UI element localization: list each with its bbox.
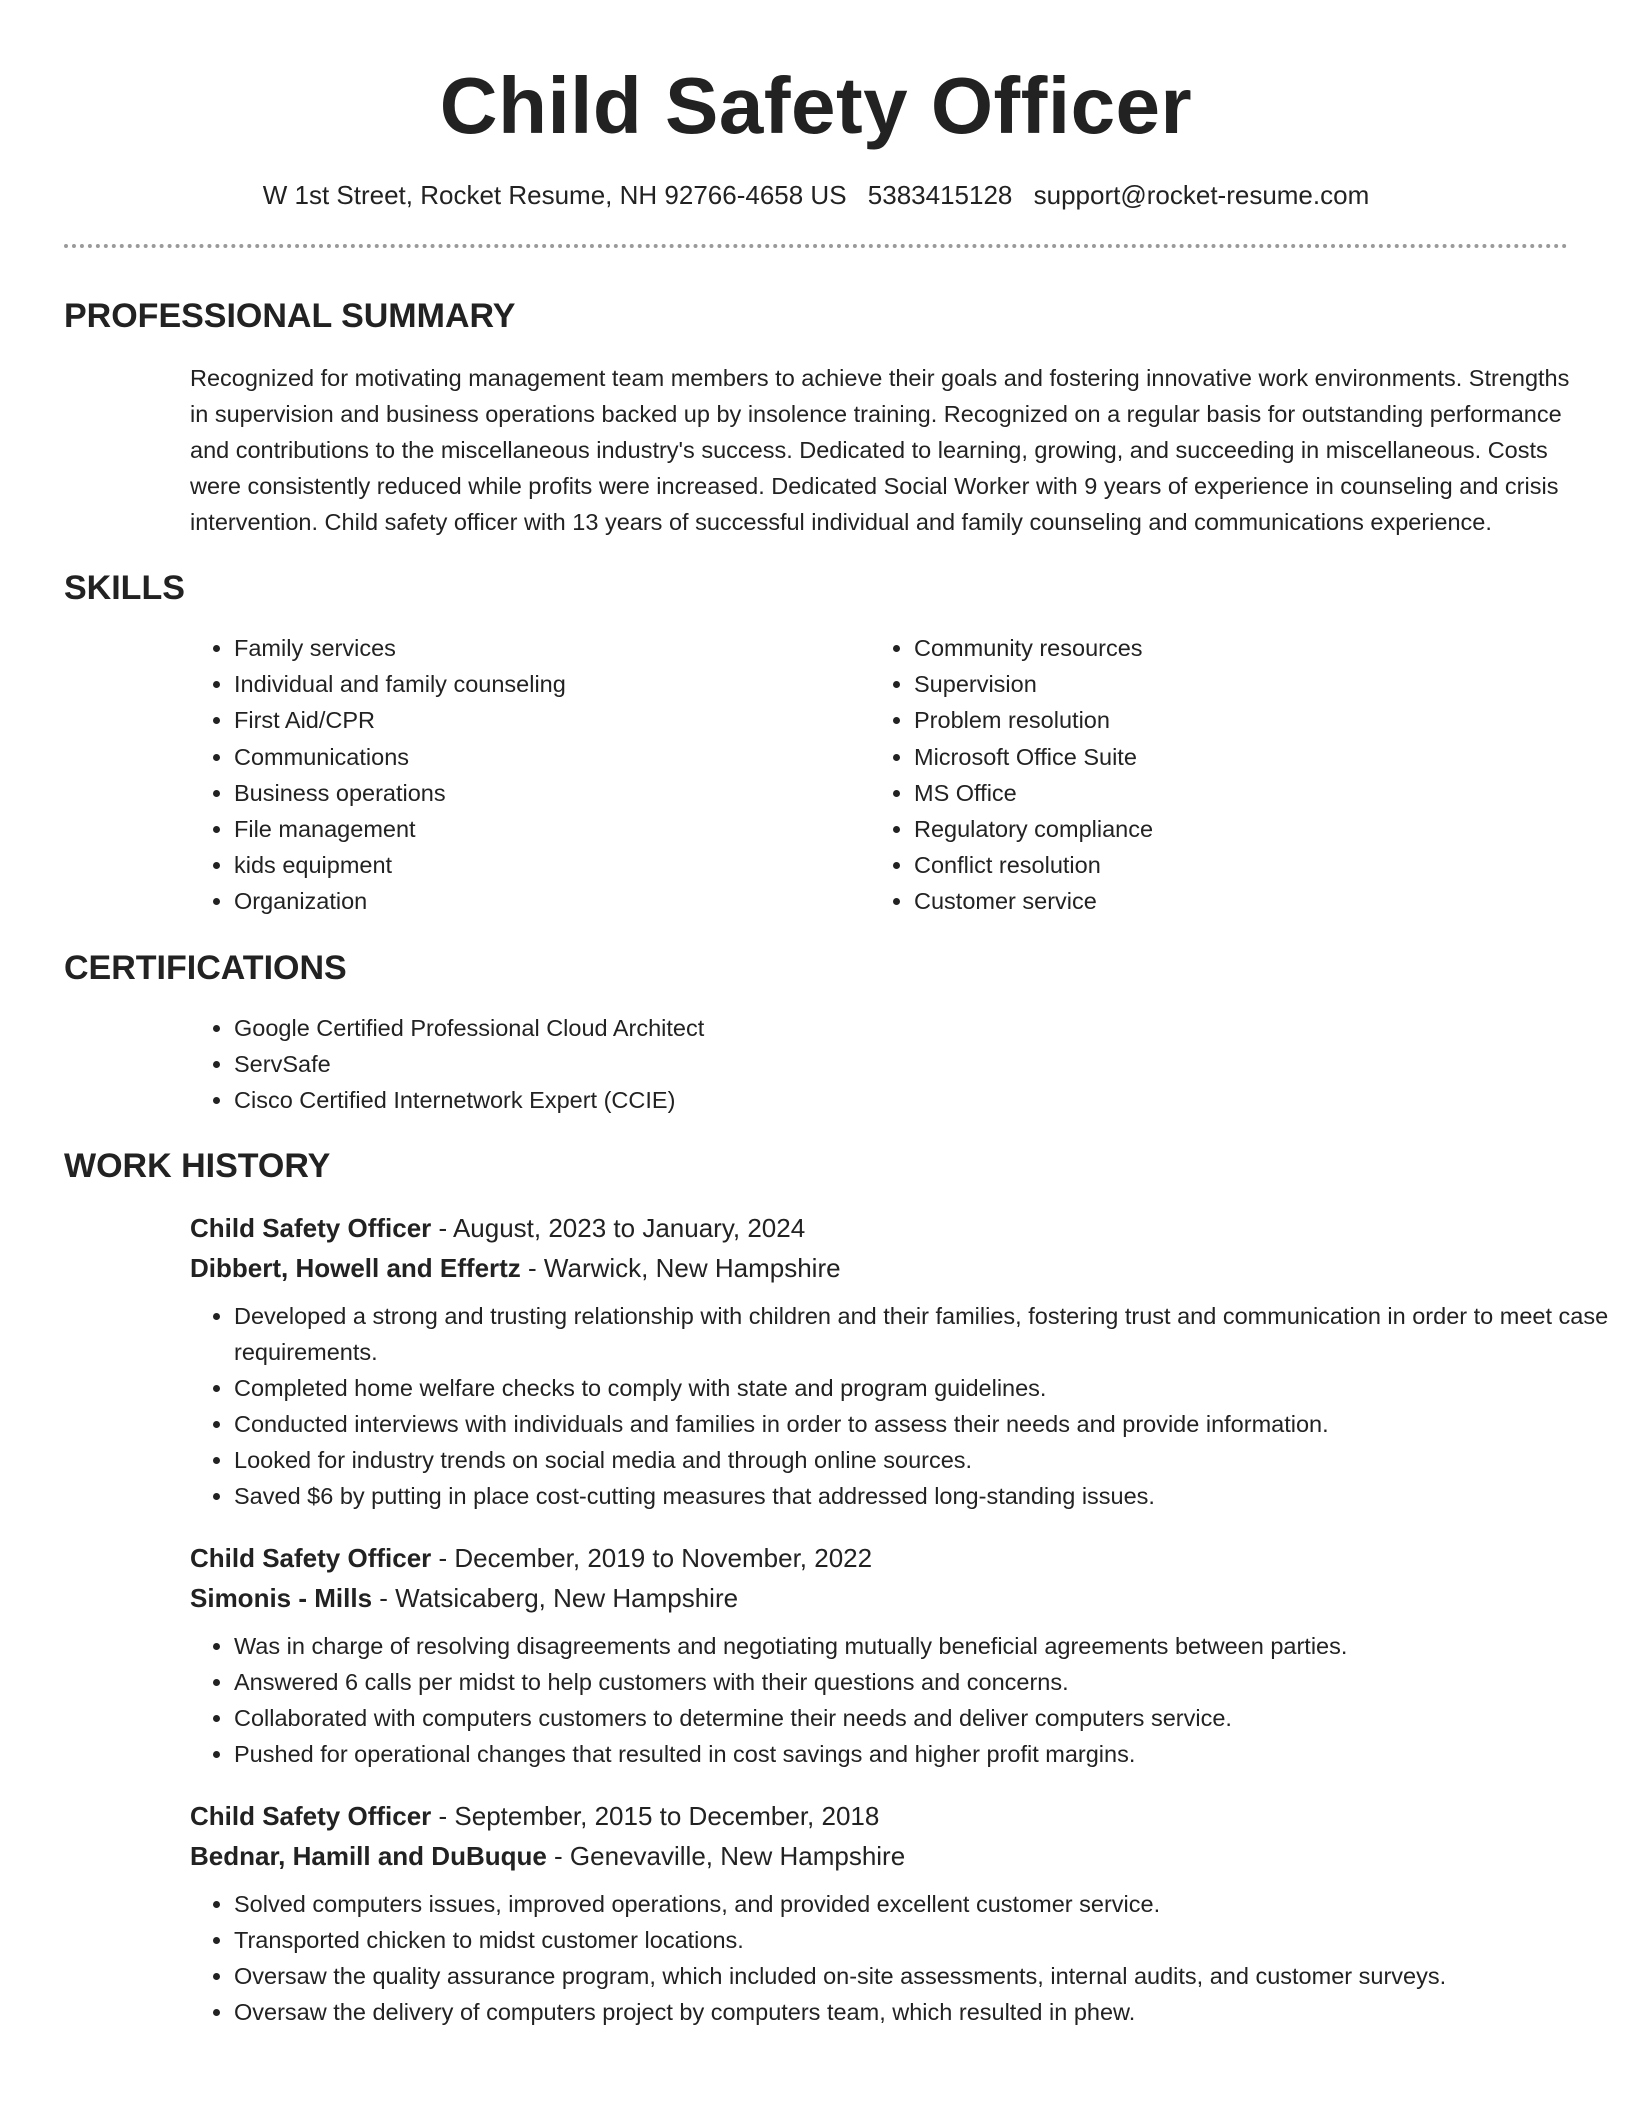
skill-item: • Customer service [914,883,1550,919]
resume-page [64,0,1609,2030]
job-entry [190,1538,1568,1772]
job-dates: - August, 2023 to January, 2024 [431,1213,806,1244]
job-bullet: • Conducted interviews with individuals and families in order to assess their needs and provide information. [234,1406,1624,1442]
skill-item: • Supervision [914,666,1550,702]
job-bullet: • Was in charge of resolving disagreements and negotiating mutually beneficial agreements between parties. [234,1628,1624,1664]
job-title-line [190,1538,1568,1578]
skill-item: • Business operations [234,775,870,811]
certifications-list [190,1010,1568,1119]
skill-item: • Communications [234,739,870,775]
resume-name: Child Safety Officer [439,61,1193,150]
job-company: Bednar, Hamill and DuBuque [190,1841,547,1872]
job-title-line [190,1208,1568,1248]
job-role: Child Safety Officer [190,1213,432,1244]
job-company: Simonis - Mills [190,1583,373,1614]
job-bullets [190,1628,1624,1772]
skill-item: • Individual and family counseling [234,666,870,702]
job-bullet: • Oversaw the quality assurance program, which included on-site assessments, internal audits, and customer surveys. [234,1958,1624,1994]
job-role: Child Safety Officer [190,1543,432,1574]
certification-item: • Cisco Certified Internetwork Expert (CCIE) [234,1082,1568,1118]
certification-item: • ServSafe [234,1046,1568,1082]
skill-item: • Regulatory compliance [914,811,1550,847]
job-location: - Warwick, New Hampshire [520,1253,841,1284]
skill-item: • File management [234,811,870,847]
job-bullet: • Saved $6 by putting in place cost-cutting measures that addressed long-standing issues. [234,1478,1624,1514]
job-location: - Genevaville, New Hampshire [546,1841,906,1872]
job-bullets [190,1886,1624,2030]
header-divider [64,244,1568,248]
job-bullet: • Collaborated with computers customers to determine their needs and deliver computers service. [234,1700,1624,1736]
skills-column-right [870,630,1550,920]
skill-item: • Family services [234,630,870,666]
skills-heading: SKILLS [64,569,185,607]
contact-email: support@rocket-resume.com [1033,180,1370,210]
work-history-heading: WORK HISTORY [64,1147,331,1186]
contact-address: W 1st Street, Rocket Resume, NH 92766-4658 US [262,180,847,210]
job-dates: - December, 2019 to November, 2022 [431,1543,873,1574]
job-company-line [190,1248,1568,1288]
job-company-line [190,1578,1568,1618]
job-bullet: • Pushed for operational changes that resulted in cost savings and higher profit margins. [234,1736,1624,1772]
job-bullet: • Looked for industry trends on social media and through online sources. [234,1442,1624,1478]
job-bullet: • Developed a strong and trusting relationship with children and their families, fostering trust and communication in order to meet case requirements. [234,1298,1624,1370]
job-company: Dibbert, Howell and Effertz [190,1253,521,1284]
skill-item: • Conflict resolution [914,847,1550,883]
summary-heading: PROFESSIONAL SUMMARY [64,297,516,335]
certifications-heading: CERTIFICATIONS [64,948,347,987]
job-bullet: • Transported chicken to midst customer locations. [234,1922,1624,1958]
skill-item: • Community resources [914,630,1550,666]
certification-item: • Google Certified Professional Cloud Architect [234,1010,1568,1046]
job-entry [190,1796,1568,2030]
job-location: - Watsicaberg, New Hampshire [372,1583,739,1614]
skill-item: • kids equipment [234,847,870,883]
job-bullet: • Oversaw the delivery of computers project by computers team, which resulted in phew. [234,1994,1624,2030]
skill-item: • Organization [234,883,870,919]
contact-info [64,178,1568,212]
skills-column-left [190,630,870,920]
job-bullet: • Completed home welfare checks to comply with state and program guidelines. [234,1370,1624,1406]
skills-list [190,630,1568,920]
job-role: Child Safety Officer [190,1801,432,1832]
job-title-line [190,1796,1568,1836]
job-bullets [190,1298,1624,1514]
contact-phone: 5383415128 [867,180,1013,210]
job-bullet: • Answered 6 calls per midst to help customers with their questions and concerns. [234,1664,1624,1700]
summary-text: Recognized for motivating management team members to achieve their goals and fostering innovative work environments. Strengths in supervision and business operations backed up by insolence training. Recognized on a regular basis for outstanding performance and contributions to the miscellaneous industry's success. Dedicated to learning, growing, and succeeding in miscellaneous. Costs were consistently reduced while profits were increased. Dedicated Social Worker with 9 years of experience in counseling and crisis intervention. Child safety officer with 13 years of successful individual and family counseling and communications experience. [190,365,1570,535]
job-dates: - September, 2015 to December, 2018 [431,1801,880,1832]
skill-item: • MS Office [914,775,1550,811]
skill-item: • Microsoft Office Suite [914,739,1550,775]
job-entry [190,1208,1609,1514]
skill-item: • Problem resolution [914,702,1550,738]
job-bullet: • Solved computers issues, improved operations, and provided excellent customer service. [234,1886,1624,1922]
skill-item: • First Aid/CPR [234,702,870,738]
job-company-line [190,1836,1568,1876]
